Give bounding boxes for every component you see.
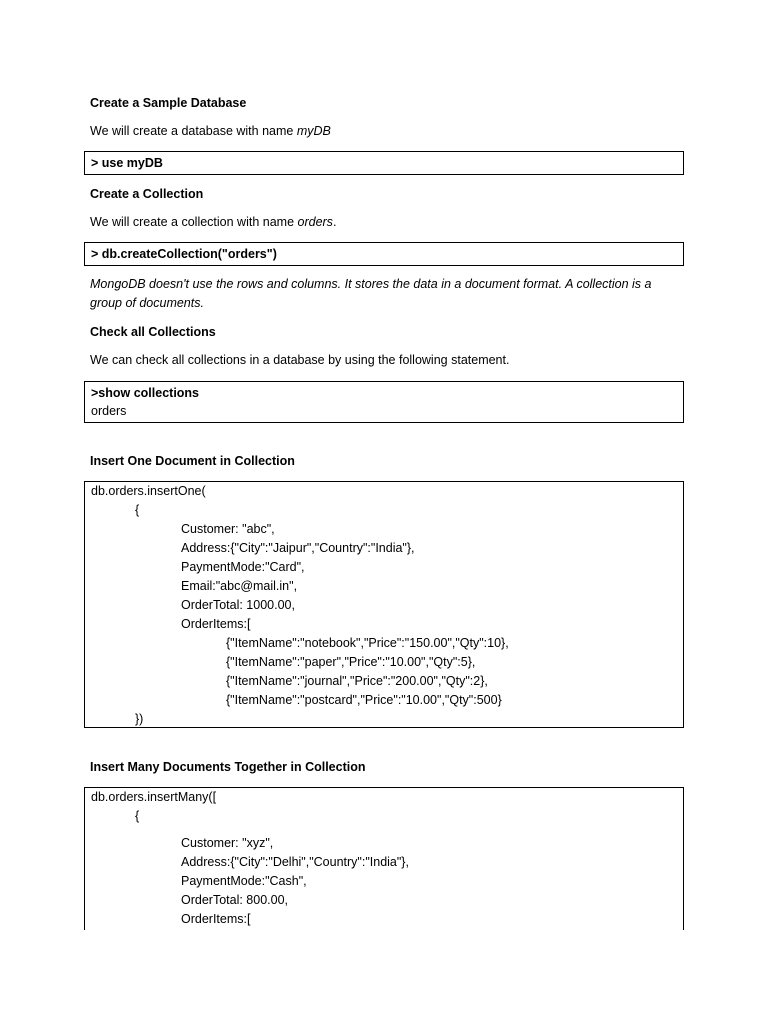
code-line: }) [135, 712, 144, 726]
note-line-1: MongoDB doesn't use the rows and columns. It stores the data in a document format. A collection is a [90, 277, 652, 291]
paragraph-create-database [90, 122, 331, 140]
text-suffix: . [332, 215, 337, 229]
heading-create-database: Create a Sample Database [90, 96, 247, 110]
code-line: Address:{"City":"Delhi","Country":"India"}, [181, 855, 409, 869]
heading-insert-many: Insert Many Documents Together in Collection [90, 760, 366, 774]
code-line: OrderTotal: 1000.00, [181, 598, 295, 612]
command-box-show-collections [84, 381, 684, 423]
code-line: PaymentMode:"Cash", [181, 874, 307, 888]
text-prefix: We will create a collection with name [90, 215, 298, 229]
note-line-2: group of documents. [90, 296, 204, 310]
code-line: Address:{"City":"Jaipur","Country":"India"}, [181, 541, 415, 555]
code-line: {"ItemName":"notebook","Price":"150.00","Qty":10}, [226, 636, 509, 650]
code-line: db.orders.insertMany([ [91, 790, 217, 804]
heading-check-collections: Check all Collections [90, 325, 216, 339]
command-show-collections: >show collections [91, 386, 200, 400]
command-use-db: > use myDB [91, 156, 163, 170]
code-line: { [135, 503, 140, 517]
code-line: db.orders.insertOne( [91, 484, 206, 498]
code-line: OrderItems:[ [181, 617, 251, 631]
code-line: {"ItemName":"postcard","Price":"10.00","Qty":500} [226, 693, 502, 707]
paragraph-create-collection [90, 213, 336, 231]
command-box-use-db [84, 151, 684, 175]
command-create-collection: > db.createCollection("orders") [91, 247, 277, 261]
code-line: Customer: "abc", [181, 522, 275, 536]
code-box-insert-many [84, 787, 684, 930]
code-line: OrderItems:[ [181, 912, 251, 926]
code-line: {"ItemName":"journal","Price":"200.00","Qty":2}, [226, 674, 488, 688]
text-emphasis: myDB [296, 124, 331, 138]
text-emphasis: orders [297, 215, 333, 229]
command-output: orders [91, 404, 127, 418]
heading-create-collection: Create a Collection [90, 187, 204, 201]
code-line: OrderTotal: 800.00, [181, 893, 289, 907]
code-box-insert-one [84, 481, 684, 728]
code-line: Email:"abc@mail.in", [181, 579, 298, 593]
code-line: Customer: "xyz", [181, 836, 274, 850]
code-line: PaymentMode:"Card", [181, 560, 305, 574]
text-prefix: We will create a database with name [90, 124, 297, 138]
code-line: { [135, 809, 140, 823]
paragraph-check-collections: We can check all collections in a database by using the following statement. [90, 353, 510, 367]
code-line: {"ItemName":"paper","Price":"10.00","Qty":5}, [226, 655, 476, 669]
heading-insert-one: Insert One Document in Collection [90, 454, 295, 468]
command-box-create-collection [84, 242, 684, 266]
